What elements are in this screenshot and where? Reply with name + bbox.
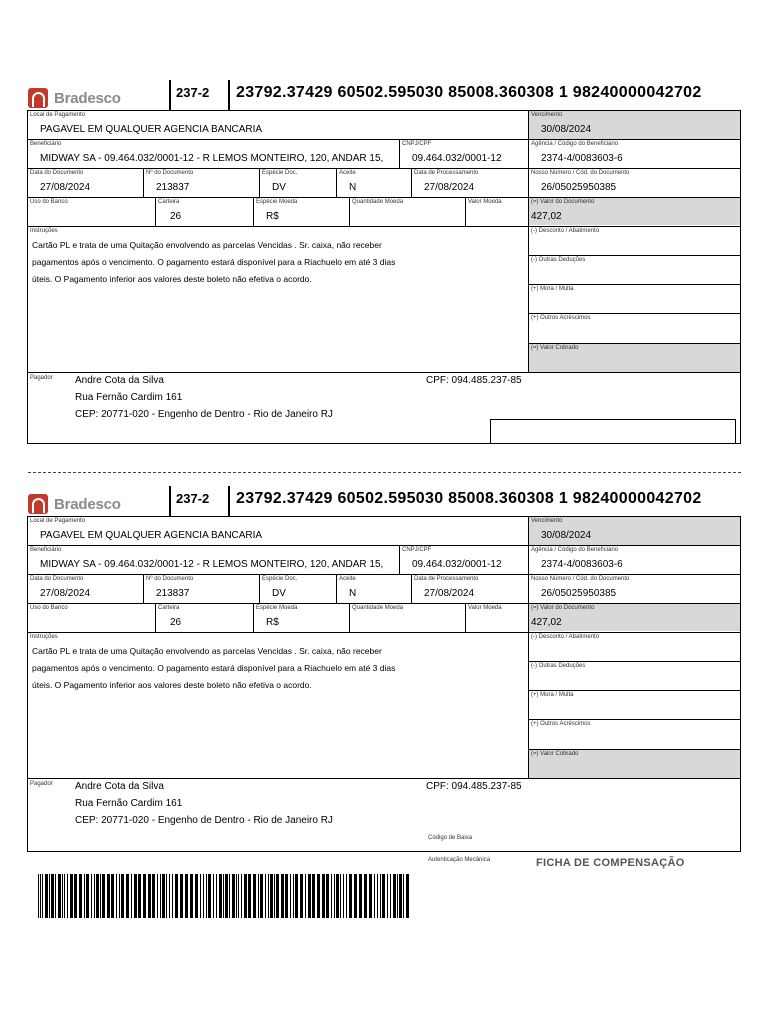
instruction-line: Cartão PL e trata de uma Quitação envolvendo as parcelas Vencidas . Sr. caixa, não receber xyxy=(32,240,382,250)
barcode-bar xyxy=(91,874,92,918)
agencia-codigo: 2374-4/0083603-6 xyxy=(541,153,623,164)
barcode-bar xyxy=(94,874,95,918)
barcode-bar xyxy=(102,874,105,918)
barcode-bar xyxy=(343,874,344,918)
barcode-bar xyxy=(406,874,409,918)
label-carteira: Carteira xyxy=(158,605,180,611)
aceite: N xyxy=(349,588,357,599)
bank-code: 237-2 xyxy=(176,491,210,506)
barcode-bar xyxy=(190,874,193,918)
label-vencimento: Vencimento xyxy=(531,518,563,524)
barcode-bar xyxy=(377,874,378,918)
barcode-bar xyxy=(387,874,388,918)
especie-moeda: R$ xyxy=(266,211,279,222)
barcode-bar xyxy=(300,874,303,918)
barcode-bar xyxy=(270,874,273,918)
barcode-bar xyxy=(244,874,247,918)
especie-doc: DV xyxy=(272,588,286,599)
barcode-bar xyxy=(116,874,117,918)
barcode-bar xyxy=(180,874,183,918)
barcode-bar xyxy=(157,874,158,918)
aceite: N xyxy=(349,182,357,193)
carteira: 26 xyxy=(170,211,182,222)
barcode-bar xyxy=(121,874,124,918)
payer-address: Rua Fernão Cardim 161 xyxy=(75,798,183,809)
instruction-line: pagamentos após o vencimento. O pagamento estará disponível para a Riachuelo em até 3 dias xyxy=(32,663,396,673)
payer-cpf: CPF: 094.485.237-85 xyxy=(426,375,522,386)
label-especie-moeda: Espécie Moeda xyxy=(256,605,298,611)
instruction-line: Cartão PL e trata de uma Quitação envolvendo as parcelas Vencidas . Sr. caixa, não receber xyxy=(32,646,382,656)
barcode-bar xyxy=(364,874,367,918)
barcode-bar xyxy=(268,874,269,918)
barcode-bar xyxy=(70,874,73,918)
data-documento: 27/08/2024 xyxy=(40,182,91,193)
digitable-line[interactable]: 23792.37429 60502.595030 85008.360308 1 98240000042702 xyxy=(236,490,702,507)
label-data-processamento: Data de Processamento xyxy=(414,576,479,582)
digitable-line[interactable]: 23792.37429 60502.595030 85008.360308 1 98240000042702 xyxy=(236,84,702,101)
label-instrucoes: Instruções xyxy=(30,634,58,640)
payer-cep: CEP: 20771-020 - Engenho de Dentro - Rio de Janeiro RJ xyxy=(75,409,333,420)
barcode-bar xyxy=(195,874,198,918)
barcode-bar xyxy=(152,874,155,918)
barcode-bar xyxy=(340,874,341,918)
barcode-bar xyxy=(232,874,235,918)
label-especie-doc: Espécie Doc. xyxy=(262,576,298,582)
label-desconto: (-) Desconto / Abatimento xyxy=(531,228,600,234)
barcode-bar xyxy=(55,874,56,918)
barcode-bar xyxy=(281,874,284,918)
barcode-bar xyxy=(74,874,77,918)
barcode-bar xyxy=(49,874,50,918)
agencia-codigo: 2374-4/0083603-6 xyxy=(541,559,623,570)
barcode-bar xyxy=(58,874,61,918)
label-valor-cobrado: (=) Valor Cobrado xyxy=(531,345,579,351)
barcode-bar xyxy=(175,874,178,918)
valor-documento: 427,02 xyxy=(531,211,562,222)
barcode-bar xyxy=(166,874,167,918)
label-codigo-baixa: Código de Baixa xyxy=(428,835,473,841)
label-desconto: (-) Desconto / Abatimento xyxy=(531,634,600,640)
barcode-bar xyxy=(322,874,325,918)
barcode-bar xyxy=(203,874,204,918)
bank-name: Bradesco xyxy=(54,496,121,513)
barcode-bar xyxy=(107,874,110,918)
barcode-bar xyxy=(397,874,398,918)
label-especie-moeda: Espécie Moeda xyxy=(256,199,298,205)
barcode-bar xyxy=(126,874,129,918)
barcode-bar xyxy=(285,874,288,918)
label-agencia: Agência / Código do Beneficiário xyxy=(531,547,619,553)
barcode-bar xyxy=(213,874,214,918)
barcode-bar xyxy=(369,874,372,918)
beneficiario: MIDWAY SA - 09.464.032/0001-12 - R LEMOS MONTEIRO, 120, ANDAR 15, xyxy=(40,153,384,164)
payer-cpf: CPF: 094.485.237-85 xyxy=(426,781,522,792)
barcode-bar xyxy=(223,874,224,918)
barcode-bar xyxy=(248,874,251,918)
barcode-bar xyxy=(380,874,381,918)
barcode-bar xyxy=(84,874,85,918)
barcode-bar xyxy=(253,874,256,918)
label-especie-doc: Espécie Doc. xyxy=(262,170,298,176)
label-valor-documento: (=) Valor do Documento xyxy=(531,605,595,611)
label-uso-banco: Uso do Banco xyxy=(30,199,68,205)
barcode-bar xyxy=(131,874,132,918)
barcode-bar xyxy=(354,874,357,918)
barcode-bar xyxy=(67,874,68,918)
data-processamento: 27/08/2024 xyxy=(424,182,475,193)
valor-documento: 427,02 xyxy=(531,617,562,628)
local-pagamento: PAGAVEL EM QUALQUER AGENCIA BANCARIA xyxy=(40,530,263,541)
barcode-bar xyxy=(295,874,298,918)
label-carteira: Carteira xyxy=(158,199,180,205)
barcode-bar xyxy=(317,874,320,918)
barcode-bar xyxy=(331,874,332,918)
label-instrucoes: Instruções xyxy=(30,228,58,234)
label-uso-banco: Uso do Banco xyxy=(30,605,68,611)
label-cnpj: CNPJ/CPF xyxy=(402,141,432,147)
label-vencimento: Vencimento xyxy=(531,112,563,118)
barcode-bar xyxy=(216,874,217,918)
barcode-bar xyxy=(206,874,207,918)
payer-name: Andre Cota da Silva xyxy=(75,781,164,792)
barcode-bar xyxy=(382,874,385,918)
barcode-bar xyxy=(238,874,239,918)
label-valor-cobrado: (=) Valor Cobrado xyxy=(531,751,579,757)
barcode-bar xyxy=(229,874,230,918)
barcode-bar xyxy=(312,874,315,918)
instruction-line: úteis. O Pagamento inferior aos valores deste boleto não efetiva o acordo. xyxy=(32,274,312,284)
label-local-pagamento: Local de Pagamento xyxy=(30,518,86,524)
nosso-numero: 26/05025950385 xyxy=(541,182,617,193)
label-outras-deducoes: (-) Outras Deduções xyxy=(531,257,586,263)
num-documento: 213837 xyxy=(156,182,190,193)
barcode-bar xyxy=(290,874,291,918)
label-quantidade-moeda: Quantidade Moeda xyxy=(352,199,404,205)
label-pagador: Pagador xyxy=(30,375,53,381)
barcode-bar xyxy=(86,874,89,918)
barcode-bar xyxy=(148,874,151,918)
barcode-bar xyxy=(172,874,173,918)
barcode-bar xyxy=(258,874,259,918)
cnpj: 09.464.032/0001-12 xyxy=(412,153,502,164)
barcode-bar xyxy=(390,874,391,918)
beneficiario: MIDWAY SA - 09.464.032/0001-12 - R LEMOS MONTEIRO, 120, ANDAR 15, xyxy=(40,559,384,570)
label-mora-multa: (+) Mora / Multa xyxy=(531,286,574,292)
barcode-bar xyxy=(293,874,294,918)
barcode-bar xyxy=(200,874,201,918)
barcode-bar xyxy=(274,874,275,918)
barcode-bar xyxy=(260,874,263,918)
especie-doc: DV xyxy=(272,182,286,193)
barcode-bar xyxy=(336,874,339,918)
label-valor-moeda: Valor Moeda xyxy=(468,605,502,611)
bank-logo xyxy=(28,86,123,112)
barcode-bar xyxy=(265,874,266,918)
instruction-line: pagamentos após o vencimento. O pagamento estará disponível para a Riachuelo em até 3 dias xyxy=(32,257,396,267)
barcode-bar xyxy=(359,874,362,918)
ficha-compensacao: FICHA DE COMPENSAÇÃO xyxy=(536,857,685,869)
barcode-bar xyxy=(334,874,335,918)
vencimento: 30/08/2024 xyxy=(541,124,592,135)
barcode-bar xyxy=(160,874,161,918)
barcode-bar xyxy=(169,874,170,918)
barcode-bar xyxy=(185,874,188,918)
bradesco-logo-icon xyxy=(28,88,48,108)
barcode-bar xyxy=(208,874,211,918)
label-autenticacao: Autenticação Mecânica xyxy=(428,857,491,863)
barcode-bar xyxy=(64,874,65,918)
label-aceite: Aceite xyxy=(339,170,356,176)
local-pagamento: PAGAVEL EM QUALQUER AGENCIA BANCARIA xyxy=(40,124,263,135)
barcode-bar xyxy=(403,874,404,918)
label-quantidade-moeda: Quantidade Moeda xyxy=(352,605,404,611)
barcode-bar xyxy=(134,874,137,918)
barcode-bar xyxy=(162,874,165,918)
barcode-bar xyxy=(241,874,242,918)
label-local-pagamento: Local de Pagamento xyxy=(30,112,86,118)
label-data-documento: Data do Documento xyxy=(30,170,84,176)
cnpj: 09.464.032/0001-12 xyxy=(412,559,502,570)
barcode-bar xyxy=(236,874,237,918)
nosso-numero: 26/05025950385 xyxy=(541,588,617,599)
barcode-bar xyxy=(346,874,347,918)
label-num-documento: Nº do Documento xyxy=(146,576,194,582)
cut-line xyxy=(28,472,741,473)
barcode-bar xyxy=(100,874,101,918)
label-nosso-numero: Nosso Número / Cód. do Documento xyxy=(531,576,630,582)
barcode-bar xyxy=(326,874,329,918)
barcode xyxy=(38,874,416,918)
data-documento: 27/08/2024 xyxy=(40,588,91,599)
label-outros-acrescimos: (+) Outros Acréscimos xyxy=(531,315,591,321)
label-cnpj: CNPJ/CPF xyxy=(402,547,432,553)
payer-name: Andre Cota da Silva xyxy=(75,375,164,386)
label-num-documento: Nº do Documento xyxy=(146,170,194,176)
barcode-bar xyxy=(399,874,402,918)
label-agencia: Agência / Código do Beneficiário xyxy=(531,141,619,147)
barcode-bar xyxy=(62,874,63,918)
especie-moeda: R$ xyxy=(266,617,279,628)
label-beneficiario: Beneficiário xyxy=(30,141,62,147)
barcode-bar xyxy=(138,874,141,918)
num-documento: 213837 xyxy=(156,588,190,599)
bank-name: Bradesco xyxy=(54,90,121,107)
label-pagador: Pagador xyxy=(30,781,53,787)
label-mora-multa: (+) Mora / Multa xyxy=(531,692,574,698)
barcode-bar xyxy=(119,874,120,918)
payer-address: Rua Fernão Cardim 161 xyxy=(75,392,183,403)
carteira: 26 xyxy=(170,617,182,628)
barcode-bar xyxy=(45,874,48,918)
barcode-bar xyxy=(79,874,82,918)
barcode-bar xyxy=(38,874,39,918)
vencimento: 30/08/2024 xyxy=(541,530,592,541)
barcode-bar xyxy=(219,874,222,918)
barcode-bar xyxy=(51,874,54,918)
label-outras-deducoes: (-) Outras Deduções xyxy=(531,663,586,669)
label-aceite: Aceite xyxy=(339,576,356,582)
barcode-bar xyxy=(305,874,306,918)
authentication-box xyxy=(490,419,736,444)
payer-cep: CEP: 20771-020 - Engenho de Dentro - Rio de Janeiro RJ xyxy=(75,815,333,826)
barcode-bar xyxy=(225,874,228,918)
barcode-bar xyxy=(349,874,352,918)
label-valor-documento: (=) Valor do Documento xyxy=(531,199,595,205)
label-beneficiario: Beneficiário xyxy=(30,547,62,553)
barcode-bar xyxy=(374,874,375,918)
barcode-bar xyxy=(393,874,396,918)
bank-logo xyxy=(28,492,123,518)
data-processamento: 27/08/2024 xyxy=(424,588,475,599)
label-outros-acrescimos: (+) Outros Acréscimos xyxy=(531,721,591,727)
label-data-documento: Data do Documento xyxy=(30,576,84,582)
barcode-bar xyxy=(40,874,41,918)
bank-code: 237-2 xyxy=(176,85,210,100)
label-data-processamento: Data de Processamento xyxy=(414,170,479,176)
barcode-bar xyxy=(42,874,43,918)
bradesco-logo-icon xyxy=(28,494,48,514)
label-valor-moeda: Valor Moeda xyxy=(468,199,502,205)
instruction-line: úteis. O Pagamento inferior aos valores deste boleto não efetiva o acordo. xyxy=(32,680,312,690)
barcode-bar xyxy=(143,874,146,918)
label-nosso-numero: Nosso Número / Cód. do Documento xyxy=(531,170,630,176)
barcode-bar xyxy=(308,874,311,918)
barcode-bar xyxy=(276,874,279,918)
barcode-bar xyxy=(111,874,114,918)
barcode-bar xyxy=(96,874,99,918)
